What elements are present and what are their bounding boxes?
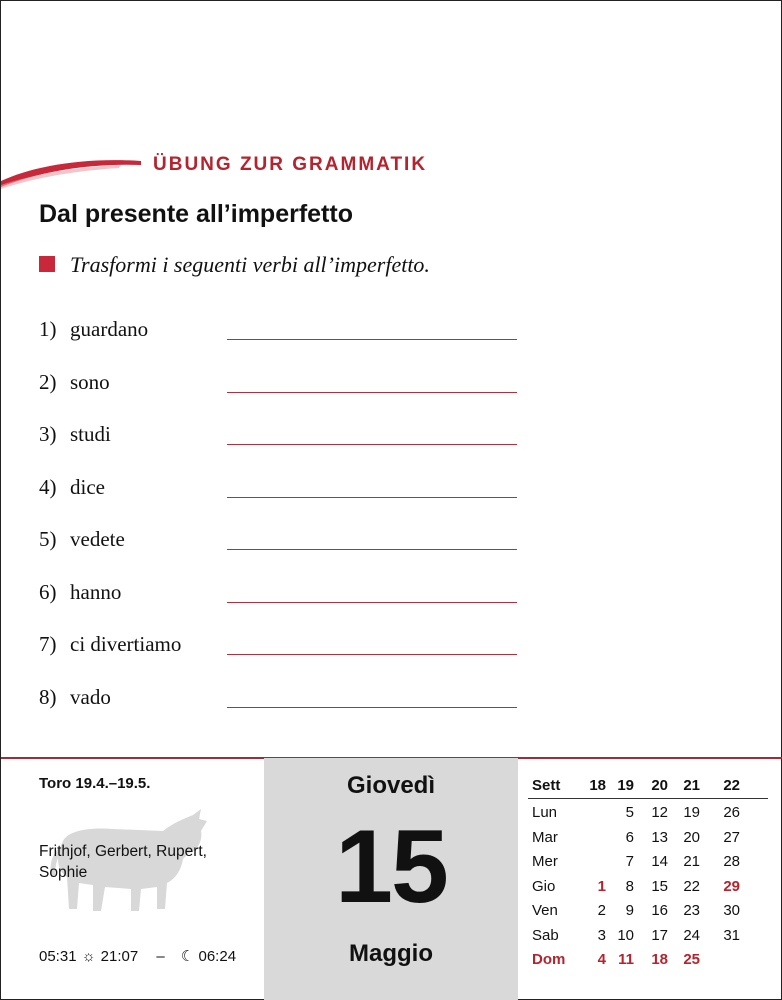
- weekday-label: Dom: [532, 951, 566, 968]
- sunset-time: 21:07: [100, 948, 139, 965]
- weekday-label: Mer: [532, 853, 558, 870]
- weekday-label: Lun: [532, 804, 558, 821]
- exercise-item: [1, 527, 782, 567]
- exercise-item: [1, 685, 782, 725]
- calendar-day: 28: [723, 853, 740, 870]
- answer-line[interactable]: [227, 339, 517, 340]
- answer-line[interactable]: [227, 497, 517, 498]
- week-number: 22: [723, 777, 740, 794]
- bullet-square-icon: [39, 256, 55, 272]
- calendar-day: 5: [625, 804, 634, 821]
- calendar-day: 13: [651, 828, 668, 846]
- week-label: Sett: [532, 777, 561, 794]
- calendar-day: 16: [651, 902, 668, 919]
- exercise-verb: guardano: [70, 317, 149, 341]
- calendar-day: 29: [723, 877, 740, 895]
- calendar-day: 23: [683, 902, 700, 919]
- answer-line[interactable]: [227, 654, 517, 655]
- moonrise-time: 06:24: [198, 948, 237, 965]
- page-title: Dal presente all’imperfetto: [39, 200, 353, 228]
- answer-line[interactable]: [227, 602, 517, 603]
- exercise-number: 5): [39, 527, 57, 551]
- calendar-day: 4: [597, 951, 606, 968]
- calendar-row: [528, 825, 768, 850]
- exercise-item: [1, 632, 782, 672]
- calendar-row: [528, 898, 768, 923]
- calendar-row: [528, 874, 768, 899]
- calendar-header-row: [528, 773, 768, 799]
- exercise-item: [1, 370, 782, 410]
- calendar-day: 3: [597, 926, 606, 944]
- instruction-text: Trasformi i seguenti verbi all’imperfetto.: [70, 252, 430, 277]
- calendar-day: 30: [723, 902, 740, 919]
- month-name: Maggio: [349, 940, 433, 967]
- calendar-row: [528, 923, 768, 948]
- calendar-day: 17: [651, 926, 668, 944]
- date-block: [264, 758, 518, 1000]
- calendar-day: 22: [683, 877, 700, 895]
- exercise-number: 7): [39, 632, 57, 656]
- calendar-day: 24: [683, 926, 700, 944]
- calendar-day: 11: [618, 951, 634, 968]
- sunrise-time: 05:31: [39, 948, 77, 965]
- calendar-day: 6: [625, 828, 634, 846]
- exercise-number: 2): [39, 369, 57, 394]
- section-label: ÜBUNG ZUR GRAMMATIK: [153, 154, 428, 175]
- exercise-number: 6): [39, 579, 57, 604]
- exercise-item: [1, 475, 782, 515]
- calendar-day: 20: [683, 828, 700, 846]
- day-number: 15: [335, 809, 447, 925]
- calendar-day: 2: [597, 902, 606, 919]
- exercise-item: [1, 422, 782, 462]
- weekday-label: Gio: [532, 877, 556, 895]
- calendar-day: 19: [683, 804, 700, 821]
- zodiac-sign: Toro 19.4.–19.5.: [39, 775, 151, 792]
- calendar-day: 8: [625, 877, 634, 895]
- calendar-day: 1: [597, 877, 606, 895]
- separator-dash: –: [156, 948, 165, 965]
- exercise-number: 1): [39, 317, 57, 341]
- calendar-day: 7: [625, 853, 634, 870]
- exercise-number: 3): [39, 422, 57, 446]
- weekday-label: Ven: [532, 902, 558, 919]
- calendar-day: 9: [625, 902, 634, 919]
- exercise-verb: vado: [70, 684, 111, 709]
- calendar-day: 14: [651, 853, 668, 870]
- exercise-number: 4): [39, 474, 57, 499]
- weekday: Giovedì: [346, 772, 436, 799]
- calendar-row: [528, 947, 768, 972]
- calendar-day: 27: [723, 828, 740, 846]
- exercise-item: [1, 580, 782, 620]
- week-number: 21: [683, 777, 700, 794]
- exercise-verb: studi: [70, 422, 111, 446]
- exercise-item: [1, 317, 782, 357]
- calendar-day: 10: [617, 926, 634, 944]
- exercise-verb: ci divertiamo: [70, 632, 182, 656]
- exercise-verb: dice: [70, 474, 105, 499]
- answer-line[interactable]: [227, 392, 517, 393]
- weekday-label: Sab: [532, 926, 559, 944]
- answer-line[interactable]: [227, 549, 517, 550]
- calendar-day: 15: [651, 877, 668, 895]
- answer-line[interactable]: [227, 444, 517, 445]
- swoosh-decoration: [1, 149, 151, 189]
- exercise-verb: sono: [70, 369, 110, 394]
- calendar-day: 31: [723, 926, 740, 944]
- sun-icon: ☼: [81, 948, 96, 965]
- calendar-day: 18: [651, 951, 668, 968]
- answer-line[interactable]: [227, 707, 517, 708]
- exercise-number: 8): [39, 684, 57, 709]
- moon-icon: ☾: [180, 948, 195, 965]
- name-days: Frithjof, Gerbert, Rupert, Sophie: [39, 843, 207, 881]
- calendar-row: [528, 849, 768, 874]
- week-number: 20: [651, 777, 668, 794]
- exercise-verb: hanno: [70, 579, 122, 604]
- calendar-day: 21: [683, 853, 700, 870]
- weekday-label: Mar: [532, 828, 558, 846]
- calendar-day: 12: [651, 804, 668, 821]
- calendar-row: [528, 800, 768, 825]
- exercise-verb: vedete: [70, 527, 125, 551]
- calendar-day: 26: [723, 804, 740, 821]
- week-number: 19: [617, 777, 634, 794]
- mini-calendar: [528, 773, 768, 972]
- calendar-day: 25: [683, 951, 700, 968]
- sun-moon-times: [39, 947, 236, 965]
- week-number: 18: [589, 777, 606, 794]
